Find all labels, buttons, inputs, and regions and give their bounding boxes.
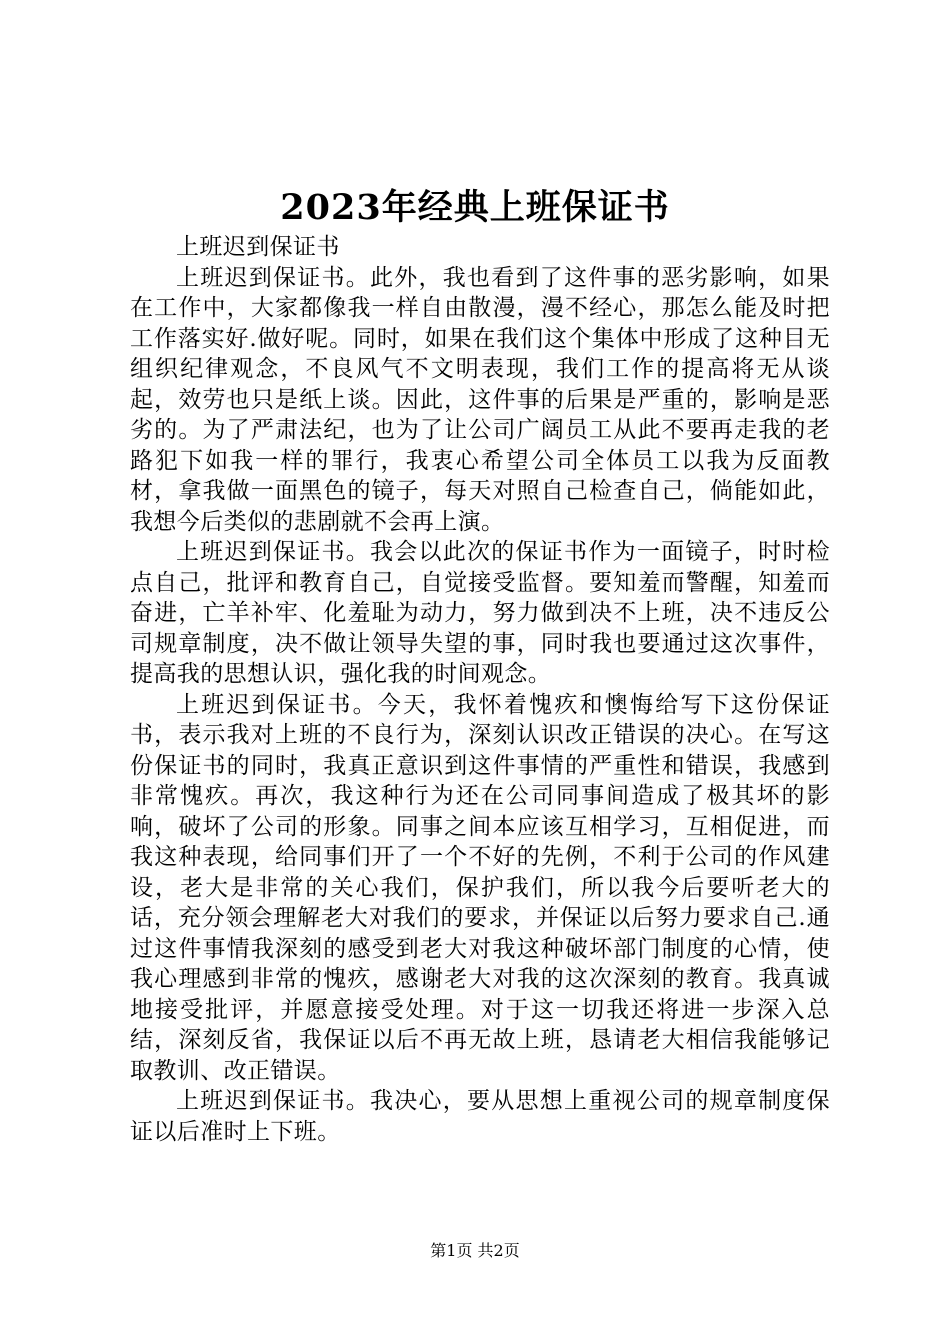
paragraph-subtitle: 上班迟到保证书 bbox=[176, 234, 340, 260]
paragraph: 上班迟到保证书。今天，我怀着愧疚和懊悔给写下这份保证书，表示我对上班的不良行为，深刻认识改正错误的决心。在写这份保证书的同时，我真正意识到这件事情的严重性和错误，我感到非常愧疚。再次，我这种行为还在公司同事间造成了极其坏的影响，破坏了公司的形象。同事之间本应该互相学习，互相促进，而我这种表现，给同事们开了一个不好的先例，不利于公司的作风建设，老大是非常的关心我们，保护我们，所以我今后要听老大的话，充分领会理解老大对我们的要求，并保证以后努力要求自己.通过这件事情我深刻的感受到老大对我这种破坏部门制度的心情，使我心理感到非常的愧疚，感谢老大对我的这次深刻的教育。我真诚地接受批评，并愿意接受处理。对于这一切我还将进一步深入总结，深刻反省，我保证以后不再无故上班，恳请老大相信我能够记取教训、改正错误。 bbox=[130, 691, 830, 1084]
paragraph: 上班迟到保证书。我决心，要从思想上重视公司的规章制度保证以后准时上下班。 bbox=[130, 1088, 830, 1145]
page-number-footer: 第1页 共2页 bbox=[430, 1241, 520, 1260]
document-title: 2023年经典上班保证书 bbox=[280, 187, 670, 228]
paragraph: 上班迟到保证书。此外，我也看到了这件事的恶劣影响，如果在工作中，大家都像我一样自由散漫，漫不经心，那怎么能及时把工作落实好.做好呢。同时，如果在我们这个集体中形成了这种目无组织纪律观念，不良风气不文明表现，我们工作的提高将无从谈起，效劳也只是纸上谈。因此，这件事的后果是严重的，影响是恶劣的。为了严肃法纪，也为了让公司广阔员工从此不要再走我的老路犯下如我一样的罪行，我衷心希望公司全体员工以我为反面教材，拿我做一面黑色的镜子，每天对照自己检查自己，倘能如此，我想今后类似的悲剧就不会再上演。 bbox=[130, 264, 830, 535]
document-body bbox=[130, 232, 830, 1147]
paragraph: 上班迟到保证书。我会以此次的保证书作为一面镜子，时时检点自己，批评和教育自己，自觉接受监督。要知羞而警醒，知羞而奋进，亡羊补牢、化羞耻为动力，努力做到决不上班，决不违反公司规章制度，决不做让领导失望的事，同时我也要通过这次事件，提高我的思想认识，强化我的时间观念。 bbox=[130, 539, 830, 687]
